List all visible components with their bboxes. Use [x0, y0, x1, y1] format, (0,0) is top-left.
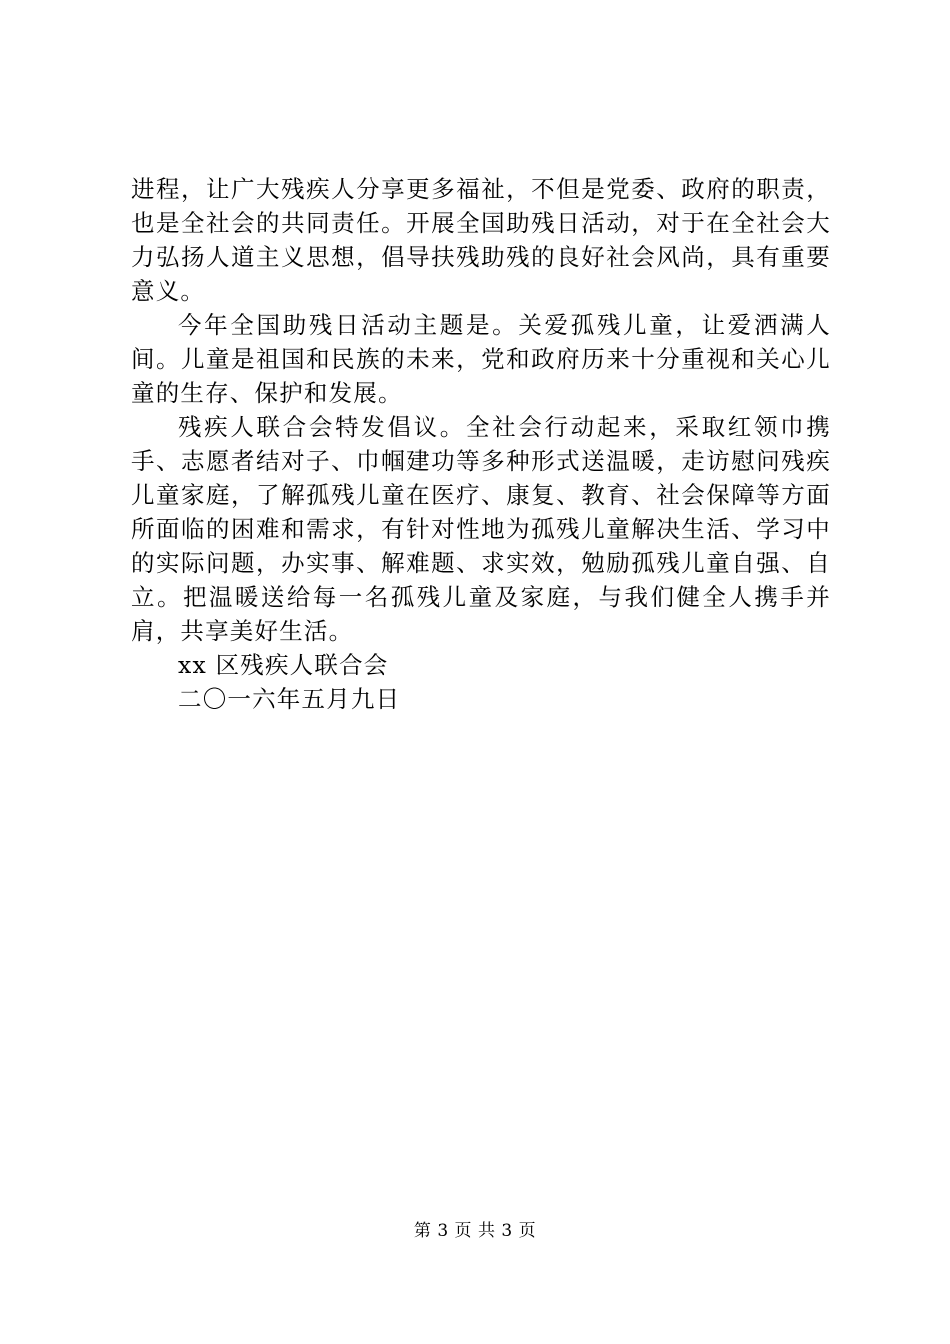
document-body: [131, 172, 831, 716]
paragraph-theme: 今年全国助残日活动主题是。关爱孤残儿童，让爱洒满人间。儿童是祖国和民族的未来，党和政府历来十分重视和关心儿童的生存、保护和发展。: [131, 311, 831, 407]
page-footer: 第 3 页 共 3 页: [413, 1221, 537, 1241]
signature-date: 二〇一六年五月九日: [178, 685, 401, 713]
paragraph-continuation: 进程，让广大残疾人分享更多福祉，不但是党委、政府的职责，也是全社会的共同责任。开展全国助残日活动，对于在全社会大力弘扬人道主义思想，倡导扶残助残的良好社会风尚，具有重要意义。: [131, 175, 831, 305]
signature-organization: xx 区残疾人联合会: [178, 651, 389, 679]
paragraph-initiative: 残疾人联合会特发倡议。全社会行动起来，采取红领巾携手、志愿者结对子、巾帼建功等多种形式送温暖，走访慰问残疾儿童家庭，了解孤残儿童在医疗、康复、教育、社会保障等方面所面临的困难和需求，有针对性地为孤残儿童解决生活、学习中的实际问题，办实事、解难题、求实效，勉励孤残儿童自强、自立。把温暖送给每一名孤残儿童及家庭，与我们健全人携手并肩，共享美好生活。: [131, 413, 831, 645]
